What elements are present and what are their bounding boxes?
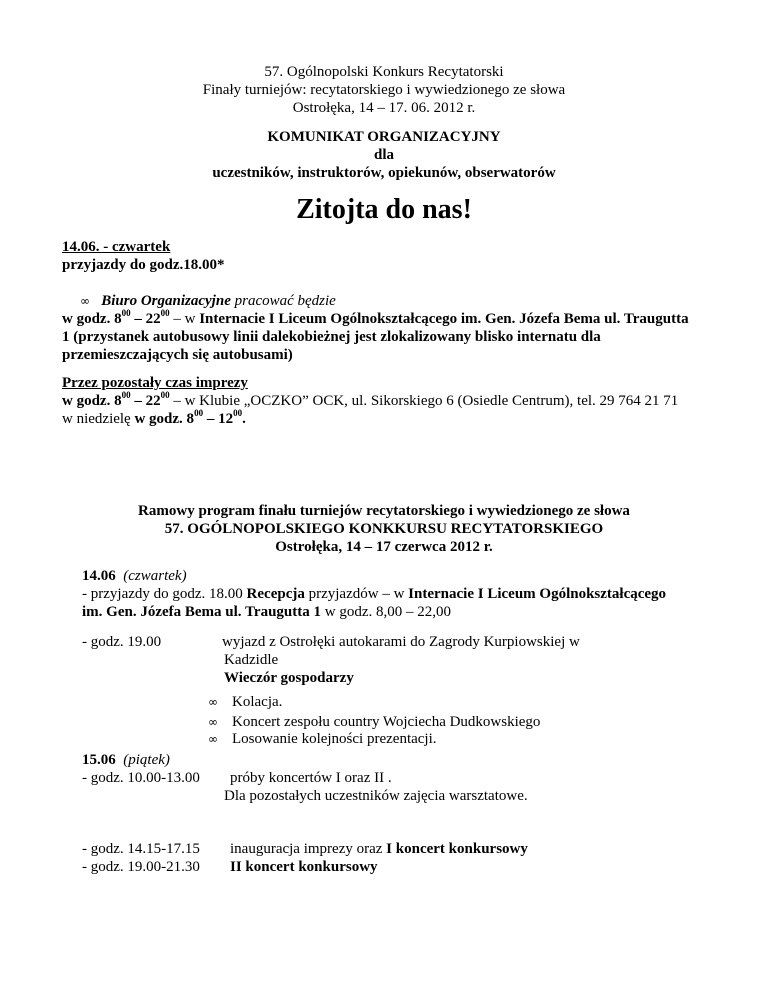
header-line-3: Ostrołęka, 14 – 17. 06. 2012 r. (292, 100, 476, 116)
biuro-hours-line: w godz. $8^{00} - 22^{00}$ – w Internacie I Liceum Ogólnokształcącego im. Gen. Józefa Bema ul. Traugutta (62, 308, 689, 327)
infinity-bullet-icon: ∞ (208, 715, 218, 729)
day1-bullet-3: ∞ Losowanie kolejności prezentacji. (208, 731, 437, 747)
day2-event-1-line-1: próby koncertów I oraz II . (230, 770, 392, 786)
day2-time-3: - godz. 19.00-21.30 (82, 859, 200, 875)
header-line-1: 57. Ogólnopolski Konkurs Recytatorski (264, 64, 504, 80)
komunikat-heading: KOMUNIKAT ORGANIZACYJNY (267, 129, 501, 145)
header-line-2: Finały turniejów: recytatorskiego i wywiedzionego ze słowa (202, 82, 566, 98)
day2-event-3: II koncert konkursowy (230, 859, 378, 875)
internat-line-3: przemieszczających się autobusami) (62, 347, 293, 363)
program-title-2: 57. OGÓLNOPOLSKIEGO KONKKURSU RECYTATORSKIEGO (164, 521, 604, 537)
sunday-line: w niedzielę w godz. $8^{00} - 12^{00}$. (62, 408, 246, 427)
day1-event-1-line-2: Kadzidle (224, 652, 279, 668)
infinity-bullet-icon: ∞ (208, 695, 218, 709)
day2-time-2: - godz. 14.15-17.15 (82, 841, 200, 857)
day2-event-2: inauguracja imprezy oraz I koncert konkursowy (230, 841, 528, 857)
biuro-line (80, 292, 336, 310)
program-title-3: Ostrołęka, 14 – 17 czerwca 2012 r. (275, 539, 493, 555)
day1-bullet-1: ∞ Kolacja. (208, 694, 283, 710)
section2-heading: Przez pozostały czas imprezy (62, 375, 248, 391)
internat-line-2: 1 (przystanek autobusowy linii dalekobieżnej jest zlokalizowany blisko internatu dla (62, 329, 601, 345)
biuro-rest: pracować będzie (230, 293, 336, 309)
program-title-1: Ramowy program finału turniejów recytatorskiego i wywiedzionego ze słowa (138, 503, 630, 519)
day1-heading: 14.06 (czwartek) (82, 568, 187, 584)
biuro-label: Biuro Organizacyjne (101, 293, 231, 309)
section1-date: 14.06. - czwartek (62, 239, 171, 255)
infinity-bullet-icon: ∞ (208, 732, 218, 746)
day1-event-1-line-3: Wieczór gospodarzy (224, 670, 354, 686)
page-title: Zitojta do nas! (296, 194, 472, 225)
komunikat-dla: dla (373, 147, 394, 163)
day2-event-1-line-2: Dla pozostałych uczestników zajęcia warsztatowe. (224, 788, 528, 804)
section1-arrivals: przyjazdy do godz.18.00* (62, 257, 225, 273)
day1-bullet-2: ∞ Koncert zespołu country Wojciecha Dudkowskiego (208, 714, 541, 730)
internat-name: Internacie I Liceum Ogólnokształcącego im. Gen. Józefa Bema ul. Traugutta (199, 311, 689, 327)
klub-line: w godz. $8^{00} - 22^{00}$ – w Klubie „OCZKO” OCK, ul. Sikorskiego 6 (Osiedle Centrum), tel. 29 764 21 71 (62, 390, 679, 409)
day2-time-1: - godz. 10.00-13.00 (82, 770, 200, 786)
komunikat-recipients: uczestników, instruktorów, opiekunów, obserwatorów (212, 165, 556, 181)
day1-arrivals-line: - przyjazdy do godz. 18.00 Recepcja przyjazdów – w Internacie I Liceum Ogólnokształcącego (82, 586, 667, 602)
day2-heading: 15.06 (piątek) (82, 752, 170, 768)
day1-arrivals-line-2: im. Gen. Józefa Bema ul. Traugutta 1 w godz. 8,00 – 22,00 (82, 604, 452, 620)
day1-event-1-line-1: wyjazd z Ostrołęki autokarami do Zagrody Kurpiowskiej w (222, 634, 580, 650)
infinity-bullet-icon: ∞ (80, 294, 90, 308)
day1-time-1: - godz. 19.00 (82, 634, 162, 650)
